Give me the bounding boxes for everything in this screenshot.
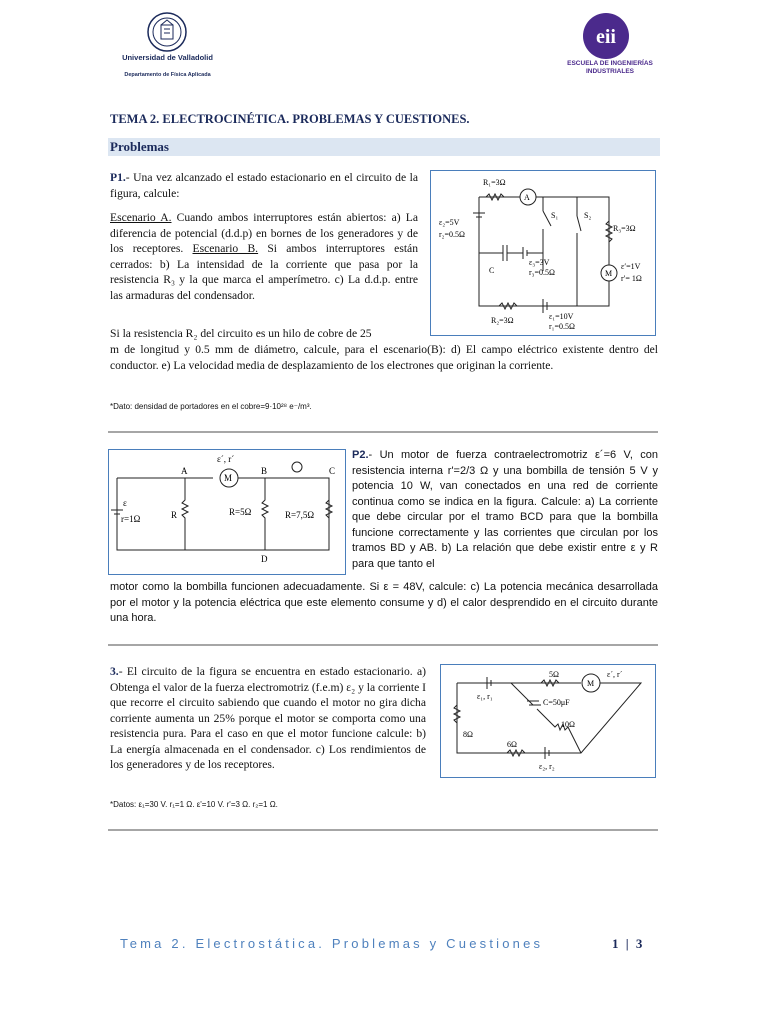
p1-line1: - Una vez alcanzado el estado estacionario en el circuito de la figura, calcule: bbox=[110, 171, 418, 200]
school-name: ESCUELA DE INGENIERÍAS INDUSTRIALES bbox=[567, 60, 653, 75]
section-title: Problemas bbox=[110, 139, 169, 154]
p1-body1: Cuando ambos interruptores están abiertos: a) La diferencia de potencial (d.d.p) en bornes de los generadores y de los receptores. bbox=[110, 211, 418, 255]
p2-label: P2. bbox=[352, 449, 369, 461]
p3-fig-r6: 6Ω bbox=[507, 740, 517, 749]
p1-fig-e1: ε₁=10V bbox=[549, 312, 574, 321]
p1-fig-e3: ε₃=3V bbox=[529, 258, 550, 267]
divider-2 bbox=[108, 644, 658, 646]
divider-1 bbox=[108, 431, 658, 433]
divider-3 bbox=[108, 829, 658, 831]
page-number: 1 | 3 bbox=[612, 936, 645, 951]
p1-fig-c: C bbox=[489, 266, 495, 275]
p2-fig-R75: R=7,5Ω bbox=[285, 510, 315, 520]
p2-body1: - Un motor de fuerza contraelectromotriz ε´=6 V, con resistencia interna r'=2/3 Ω y una bombilla de tensión 5 V y potencia 10 W, van conectados en una red de corriente continua como se indica en la figura. Calcule: a) La corriente que debe circular por el tramo BCD para que la bombilla funcione correctamente y las corrientes que circulan por los tramos BD y AB. b) La relación que debe existir entre ε y R para que tanto el bbox=[352, 449, 658, 570]
p1-fig-r3: R₃=3Ω bbox=[613, 224, 636, 233]
p1-fig-m: M bbox=[605, 269, 613, 278]
p1-fig-s1: S₁ bbox=[551, 211, 559, 220]
p2-fig-R: R bbox=[171, 510, 178, 520]
p3-fig-e1r1: ε₁, r₁ bbox=[477, 692, 493, 701]
p3-fig-e2r2: ε₂, r₂ bbox=[539, 762, 555, 771]
p2-fig-e: ε bbox=[123, 498, 127, 508]
p1-para2a: Si la resistencia R₂ del circuito es un hilo de cobre de 25 bbox=[110, 327, 372, 340]
p1-fig-a: A bbox=[524, 193, 530, 202]
department-name: Departamento de Física Aplicada bbox=[124, 72, 211, 78]
p2-text2: motor como la bombilla funcionen adecuadamente. Si ε = 48V, calcule: c) La potencia mecánica desarrollada por el motor y la potencia eléctrica que este elemento consume y d) el calor desprendido en el circuito durante una hora. bbox=[110, 581, 658, 624]
p3-text bbox=[110, 664, 426, 773]
p1-note: *Dato: densidad de portadores en el cobre=9·10²⁸ e⁻/m³. bbox=[110, 402, 312, 411]
p1-intro bbox=[110, 170, 418, 201]
p1-fig-r2: r₂=0.5Ω bbox=[439, 230, 465, 239]
p3-body: - El circuito de la figura se encuentra en estado estacionario. a) Obtenga el valor de la fuerza electromotriz (f.e.m) ε₂ y la corriente I que recorre el circuito sabiendo que cuando el motor no gira dicha corriente aumenta un 25% porque el motor se comporta como una resistencia pura. Para el caso en que el motor funcione calcule: b) La energía almacenada en el condensador. c) Los rendimientos de los generadores y de los receptores. bbox=[110, 665, 426, 771]
p1-circuit-figure bbox=[430, 170, 656, 336]
p1-fig-r2b: R₂=3Ω bbox=[491, 316, 514, 325]
p2-fig-R5: R=5Ω bbox=[229, 507, 252, 517]
section-bar bbox=[108, 138, 660, 156]
p1-fig-r3s: r₃=0.5Ω bbox=[529, 268, 555, 277]
p1-scenario-a: Escenario A. bbox=[110, 211, 172, 224]
p3-fig-m: M bbox=[587, 679, 595, 688]
p2-fig-d: D bbox=[261, 554, 268, 564]
p1-label: P1. bbox=[110, 171, 126, 184]
p3-fig-r5: 5Ω bbox=[549, 670, 559, 679]
page-title: TEMA 2. ELECTROCINÉTICA. PROBLEMAS Y CUESTIONES. bbox=[110, 112, 470, 126]
p3-fig-r10: 10Ω bbox=[561, 720, 575, 729]
p1-fig-s2: S₂ bbox=[584, 211, 592, 220]
p1-fig-r1: R₁=3Ω bbox=[483, 178, 506, 187]
p2-fig-epr: ε´, r´ bbox=[217, 454, 235, 464]
p3-fig-cap: C=50μF bbox=[543, 698, 570, 707]
p3-label: 3. bbox=[110, 665, 119, 678]
p3-note: *Datos: ε₁=30 V. r₁=1 Ω. ε'=10 V. r'=3 Ω. r₂=1 Ω. bbox=[110, 800, 278, 809]
p3-circuit-figure bbox=[440, 664, 656, 778]
footer-text: Tema 2. Electrostática. Problemas y Cuestiones bbox=[120, 936, 544, 951]
p2-fig-m: M bbox=[224, 473, 233, 483]
p1-fig-ep: ε′=1V bbox=[621, 262, 641, 271]
p1-fig-rp: r′= 1Ω bbox=[621, 274, 642, 283]
eii-school-logo bbox=[580, 12, 632, 60]
p1-body bbox=[110, 210, 418, 303]
p2-fig-a: A bbox=[181, 466, 188, 476]
p1-fig-e2: ε₂=5V bbox=[439, 218, 460, 227]
p2-fig-b: B bbox=[261, 466, 268, 476]
p2-text1 bbox=[352, 448, 658, 572]
p1-para2b: m de longitud y 0.5 mm de diámetro, calcule, para el escenario(B): d) El campo eléctrico existente dentro del conductor. e) La velocidad media de desplazamiento de los electrones que originan la corriente. bbox=[110, 343, 658, 372]
p1-fig-r1s: r₁=0.5Ω bbox=[549, 322, 575, 331]
p1-scenario-b: Escenario B. bbox=[192, 242, 259, 255]
p2-fig-c: C bbox=[329, 466, 336, 476]
p1-body2: Si ambos interruptores están cerrados: b) La intensidad de la corriente que pasa por la resistencia R₃ y la que marca el amperímetro. c) La d.d.p. entre las armaduras del condensador. bbox=[110, 242, 418, 302]
eii-mark: eii bbox=[596, 26, 616, 48]
p2-fig-r: r=1Ω bbox=[121, 514, 141, 524]
p3-fig-epr: ε´, r´ bbox=[607, 670, 623, 679]
p2-circuit-figure bbox=[108, 449, 346, 575]
university-name: Universidad de Valladolid bbox=[122, 53, 213, 62]
p3-fig-r8: 8Ω bbox=[463, 730, 473, 739]
